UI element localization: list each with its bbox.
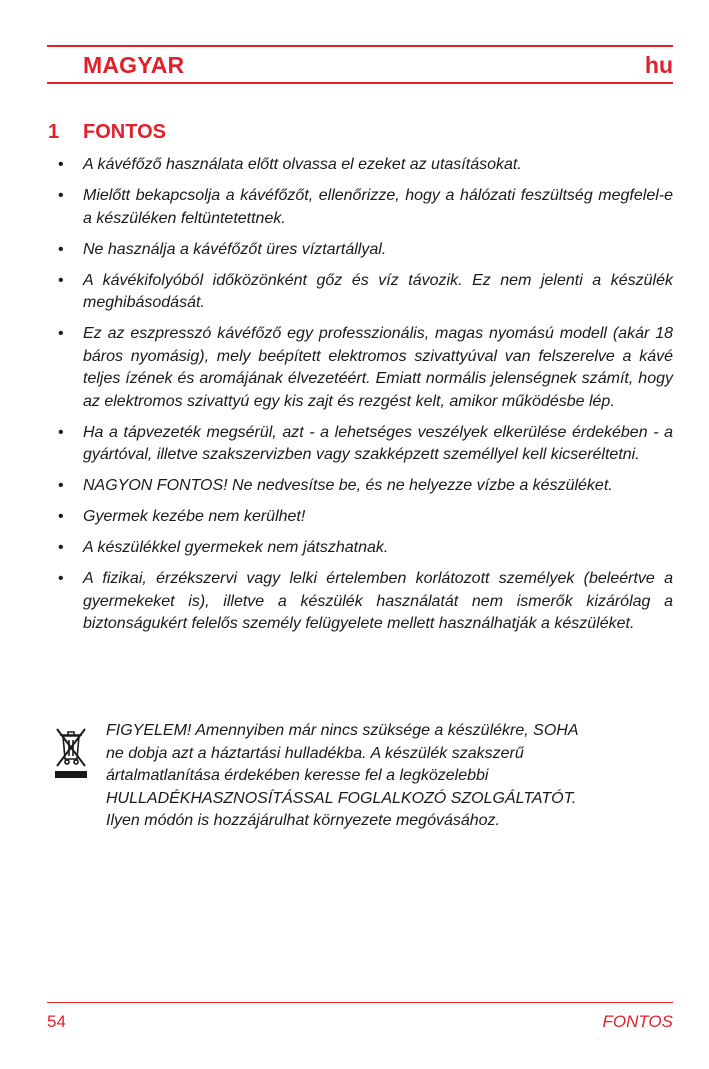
instruction-list — [58, 154, 673, 644]
warning-line: ártalmatlanítása érdekében keresse fel a legközelebbi — [106, 767, 489, 784]
page-number: 54 — [47, 1012, 66, 1031]
list-item-text: A fizikai, érzékszervi vagy lelki értelemben korlátozott személyek (beleértve a gyermekeket is), illetve a készülék használatát nem ismerők kizárólag a biztonságukért felelős személy felügyelete mellett használhatják a készüléket. — [83, 570, 673, 632]
bullet: • — [58, 271, 64, 289]
list-item-text: A készülékkel gyermekek nem játszhatnak. — [83, 539, 389, 556]
header-language-code: hu — [644, 52, 673, 78]
section-number: 1 — [48, 121, 60, 143]
list-item — [58, 185, 673, 230]
list-item — [58, 154, 673, 177]
list-item-text: Ne használja a kávéfőzőt üres víztartállyal. — [83, 240, 387, 258]
weee-crossed-bin-icon — [52, 724, 90, 782]
footer-rule — [47, 1002, 673, 1003]
section-title: FONTOS — [83, 121, 166, 143]
bullet: • — [58, 508, 64, 525]
list-item — [58, 506, 673, 529]
bullet: • — [58, 187, 64, 204]
bullet: • — [58, 539, 64, 556]
list-item-text: Ez az eszpresszó kávéfőző egy professzionális, magas nyomású modell (akár 18 báros nyomásig), mely beépített elektromos szivattyúval van felszerelve a kávé teljes ízének és aromájának élvezetéért. Emiatt normális jelenségnek számít, hogy az elektromos szivattyú egy kis zajt és rezgést kelt, amikor működésbe lép. — [83, 325, 673, 410]
list-item — [58, 568, 673, 636]
bullet: • — [58, 156, 64, 173]
warning-line: HULLADÉKHASZNOSÍTÁSSAL FOGLALKOZÓ SZOLGÁLTATÓT. — [106, 789, 577, 807]
disposal-warning — [106, 720, 676, 833]
bullet: • — [58, 423, 64, 441]
bullet: • — [58, 477, 64, 494]
list-item-text: Mielőtt bekapcsolja a kávéfőzőt, ellenőrizze, hogy a hálózati feszültség megfelel-e a készüléken feltüntetettnek. — [83, 187, 673, 227]
list-item-text: A kávékifolyóból időközönként gőz és víz távozik. Ez nem jelenti a készülék meghibásodását. — [83, 271, 673, 311]
list-item-text: A kávéfőző használata előtt olvassa el ezeket az utasításokat. — [83, 156, 522, 173]
warning-line: ne dobja azt a háztartási hulladékba. A készülék szakszerű — [106, 744, 524, 762]
bullet: • — [58, 240, 64, 258]
footer-section-title: FONTOS — [602, 1012, 673, 1031]
bullet: • — [58, 325, 64, 342]
header-bottom-rule — [47, 82, 673, 84]
list-item-text: NAGYON FONTOS! Ne nedvesítse be, és ne helyezze vízbe a készüléket. — [83, 477, 613, 494]
list-item — [58, 323, 673, 413]
list-item-text: Gyermek kezébe nem kerülhet! — [83, 508, 306, 525]
header-language: MAGYAR — [83, 52, 185, 78]
warning-line: FIGYELEM! Amennyiben már nincs szüksége a készülékre, SOHA — [106, 722, 579, 739]
header-top-rule — [47, 45, 673, 47]
list-item — [58, 239, 673, 262]
list-item — [58, 270, 673, 315]
list-item — [58, 422, 673, 467]
bullet: • — [58, 570, 64, 587]
list-item — [58, 537, 673, 560]
list-item — [58, 475, 673, 498]
warning-line: Ilyen módón is hozzájárulhat környezete megóvásához. — [106, 812, 500, 829]
list-item-text: Ha a tápvezeték megsérül, azt - a lehetséges veszélyek elkerülése érdekében - a gyártóval, illetve szakszervizben vagy szakképzett személlyel kell kicseréltetni. — [83, 423, 673, 463]
